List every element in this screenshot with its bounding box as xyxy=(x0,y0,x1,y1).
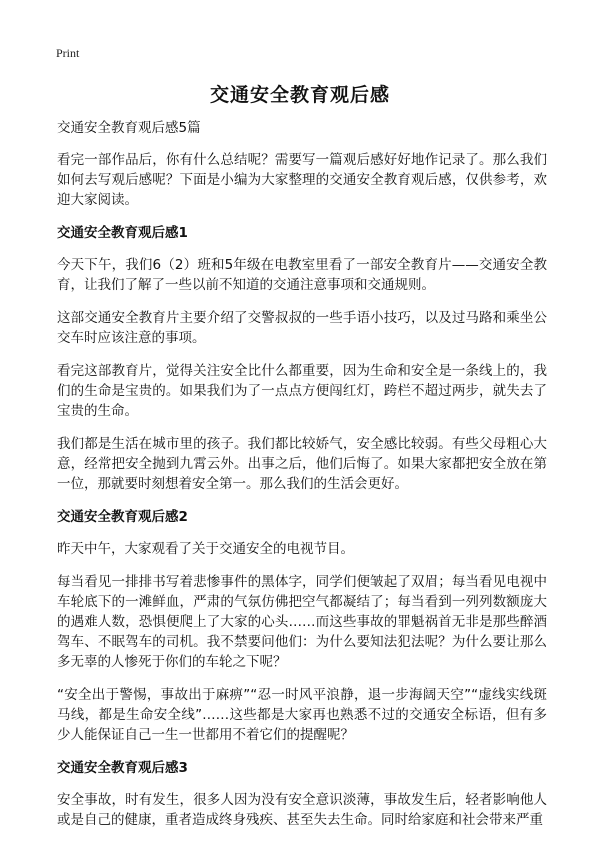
document-title: 交通安全教育观后感 xyxy=(209,84,390,106)
print-link[interactable]: Print xyxy=(56,46,80,60)
paragraph: 安全事故，时有发生，很多人因为没有安全意识淡薄，事故发生后，轻者影响他人或是自己的健康，重者造成终身残疾、甚至失去生命。同时给家庭和社会带来严重 xyxy=(57,792,547,828)
section-heading-2: 交通安全教育观后感2 xyxy=(57,509,188,525)
document-body xyxy=(57,118,547,843)
paragraph: 看完这部教育片，觉得关注安全比什么都重要，因为生命和安全是一条线上的，我们的生命是宝贵的。如果我们为了一点点方便闯红灯，跨栏不超过两步，就失去了宝贵的生命。 xyxy=(57,363,547,419)
paragraph: 每当看见一排排书写着悲惨事件的黑体字，同学们便皱起了双眉；每当看见电视中车轮底下的一滩鲜血，严肃的气氛仿佛把空气都凝结了；每当看到一列列数额庞大的遇难人数，恐惧便爬上了大家的心头……而这些事故的罪魁祸首无非是那些醉酒驾车、不眠驾车的司机。我不禁要问他们：为什么要知法犯法呢？为什么要让那么多无辜的人惨死于你们的车轮之下呢？ xyxy=(57,574,547,670)
intro-paragraph: 看完一部作品后，你有什么总结呢？需要写一篇观后感好好地作记录了。那么我们如何去写观后感呢？下面是小编为大家整理的交通安全教育观后感，仅供参考，欢迎大家阅读。 xyxy=(57,152,547,208)
section-heading-3: 交通安全教育观后感3 xyxy=(57,760,188,776)
paragraph: 我们都是生活在城市里的孩子。我们都比较娇气，安全感比较弱。有些父母粗心大意，经常把安全抛到九霄云外。出事之后，他们后悔了。如果大家都把安全放在第一位，那就要时刻想着安全第一。那么我们的生活会更好。 xyxy=(57,436,547,492)
section-heading-1: 交通安全教育观后感1 xyxy=(57,225,188,241)
document-subtitle: 交通安全教育观后感5篇 xyxy=(57,120,201,136)
paragraph: 今天下午，我们6（2）班和5年级在电教室里看了一部安全教育片——交通安全教育，让我们了解了一些以前不知道的交通注意事项和交通规则。 xyxy=(57,257,547,293)
paragraph: 这部交通安全教育片主要介绍了交警叔叔的一些手语小技巧，以及过马路和乘坐公交车时应该注意的事项。 xyxy=(57,310,547,346)
paragraph: 昨天中午，大家观看了关于交通安全的电视节目。 xyxy=(57,541,354,557)
paragraph: “安全出于警惕，事故出于麻痹”“忍一时风平浪静，退一步海阔天空”“虚线实线斑马线，都是生命安全线”……这些都是大家再也熟悉不过的交通安全标语，但有多少人能保证自己一生一世都用不着它们的提醒呢？ xyxy=(57,687,547,743)
